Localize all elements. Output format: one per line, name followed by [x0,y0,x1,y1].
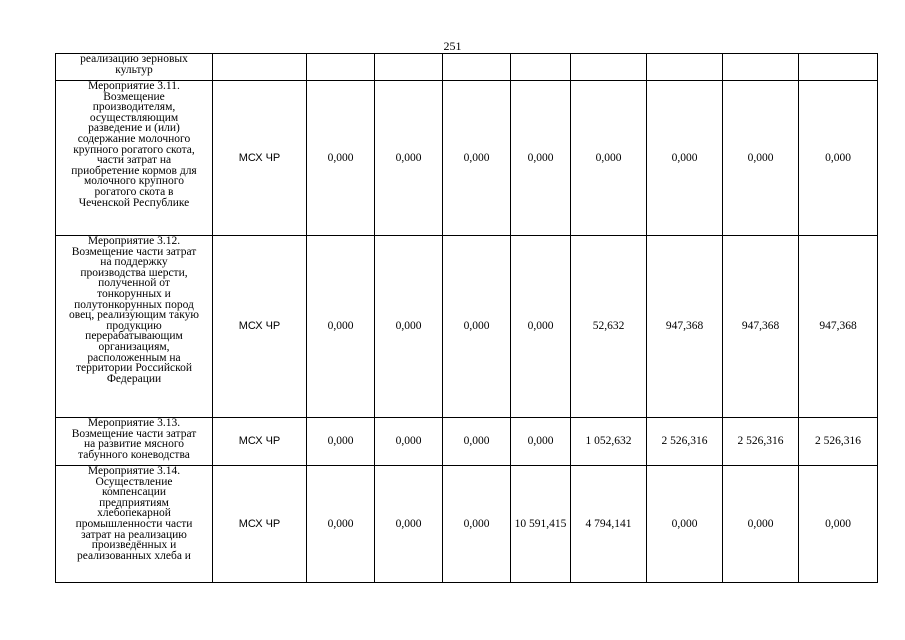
measure-name-line: Возмещение части затрат [71,427,197,440]
value-cell [647,54,723,81]
value-cell [571,54,647,81]
page-number: 251 [443,39,462,53]
measure-name-line: производителям, [92,101,176,114]
value-cell: 0,000 [375,466,443,583]
measure-name-cell [56,418,213,466]
measure-name-line: полутонкорунных пород [74,298,194,311]
measure-name-line: территории Российской [75,362,193,375]
value-cell: 2 526,316 [647,418,723,466]
value-cell [307,54,375,81]
measure-name-line: разведение и (или) [88,122,180,135]
value-cell [443,54,511,81]
measure-name-line: компенсации [101,486,167,499]
executor-cell [213,54,307,81]
measure-name-line: осуществляющим [89,111,179,124]
measure-name-line: реализацию зерновых [80,53,188,65]
table-row [56,236,878,418]
measure-name-line: овец, реализующим такую [68,309,200,322]
value-cell: 0,000 [647,466,723,583]
table-body [56,54,878,583]
value-cell: 0,000 [375,81,443,236]
measure-name-line: перерабатывающим [85,330,183,343]
measure-name-line: Мероприятие 3.14. [87,465,181,477]
value-cell: 1 052,632 [571,418,647,466]
measure-name-line: расположенным на [87,351,181,364]
value-cell: 0,000 [443,466,511,583]
value-cell: 4 794,141 [571,466,647,583]
value-cell: 947,368 [647,236,723,418]
measure-name-line: полученной от [98,277,170,290]
value-cell: 0,000 [443,81,511,236]
measure-name-line: предприятиям [99,496,169,509]
value-cell: 0,000 [723,81,799,236]
table-row [56,418,878,466]
measure-name-line: промышленности части [75,517,193,530]
measure-name-line: производства шерсти, [80,266,188,279]
value-cell: 0,000 [307,466,375,583]
measure-name-line: Мероприятие 3.11. [88,80,180,92]
value-cell: 947,368 [799,236,878,418]
measure-name-line: рогатого скота в [94,185,174,198]
executor-cell: МСХ ЧР [213,236,307,418]
measure-name-line: культур [115,63,153,76]
executor-cell: МСХ ЧР [213,81,307,236]
measure-name-line: хлебопекарной [97,507,171,520]
measure-name-line: Возмещение [103,90,165,103]
value-cell: 10 591,415 [511,466,571,583]
executor-cell: МСХ ЧР [213,418,307,466]
measure-name-line: затрат на реализацию [81,528,187,541]
measure-name-line: реализованных хлеба и [77,549,191,562]
measure-name-line: Осуществление [95,475,173,488]
value-cell: 0,000 [307,418,375,466]
measure-name-line: продукцию [106,319,162,332]
value-cell [723,54,799,81]
value-cell: 52,632 [571,236,647,418]
executor-cell: МСХ ЧР [213,466,307,583]
value-cell: 0,000 [375,418,443,466]
value-cell: 0,000 [511,81,571,236]
budget-table [55,53,878,583]
measure-name-line: Возмещение части затрат [71,245,197,258]
measure-name-line: приобретение кормов для [71,164,197,177]
value-cell: 0,000 [799,466,878,583]
measure-name-line: Мероприятие 3.13. [87,417,181,429]
measure-name-cell [56,236,213,418]
value-cell: 0,000 [647,81,723,236]
value-cell [375,54,443,81]
value-cell: 0,000 [307,236,375,418]
value-cell: 2 526,316 [723,418,799,466]
measure-name-line: на поддержку [100,256,168,269]
measure-name-line: части затрат на [96,154,172,167]
measure-name-line: Мероприятие 3.12. [87,235,181,247]
value-cell: 0,000 [723,466,799,583]
measure-name-cell [56,81,213,236]
value-cell: 2 526,316 [799,418,878,466]
measure-name-line: табунного коневодства [78,448,190,461]
value-cell: 0,000 [511,236,571,418]
value-cell: 0,000 [799,81,878,236]
measure-name-line: организациям, [98,340,170,353]
value-cell [799,54,878,81]
measure-name-line: произведённых и [91,539,177,552]
table-row [56,466,878,583]
value-cell: 0,000 [443,418,511,466]
measure-name-cell [56,54,213,81]
table-row [56,54,878,81]
measure-name-line: на развитие мясного [83,438,185,451]
value-cell: 0,000 [511,418,571,466]
measure-name-line: Федерации [106,372,162,385]
measure-name-line: Чеченской Республике [78,196,190,209]
value-cell: 0,000 [307,81,375,236]
measure-name-line: содержание молочного [77,132,191,145]
value-cell: 0,000 [571,81,647,236]
value-cell: 0,000 [443,236,511,418]
value-cell [511,54,571,81]
measure-name-cell [56,466,213,583]
table-row [56,81,878,236]
value-cell: 947,368 [723,236,799,418]
measure-name-line: тонкорунных и [97,287,171,300]
measure-name-line: молочного крупного [84,175,184,188]
value-cell: 0,000 [375,236,443,418]
measure-name-line: крупного рогатого скота, [73,143,195,156]
